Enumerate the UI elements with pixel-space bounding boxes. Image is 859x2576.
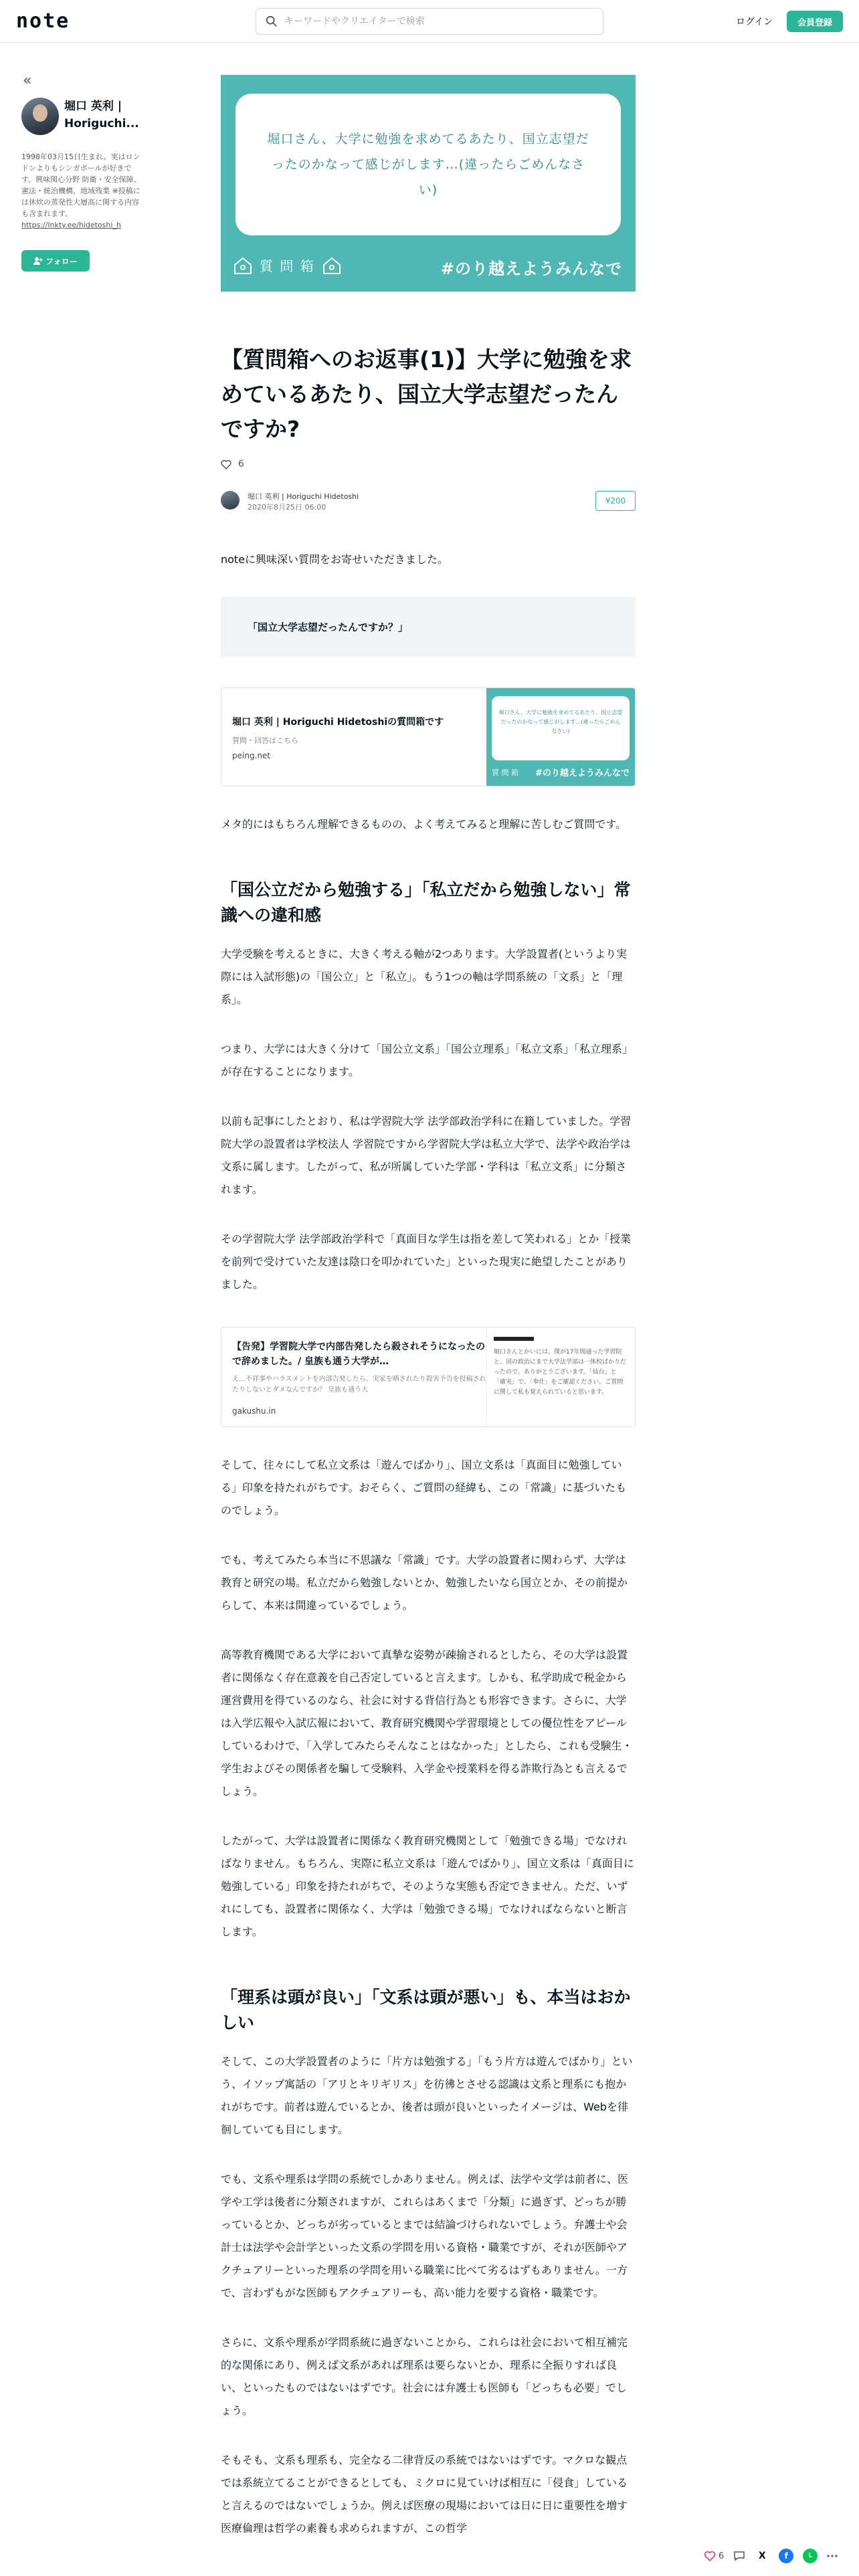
signup-button[interactable]: 会員登録 [787,11,843,32]
paragraph: でも、文系や理系は学問の系統でしかありません。例えば、法学や文学は前者に、医学や工学は後者に分類されますが、これらはあくまで「分類」に過ぎず、どっちが勝っているとか、どっちが劣っているとまでは結論づけられないでしょう。弁護士や会計士は法学や会計学といった文系の学問を用いる資格・職業ですが、それが医師やアクチュアリーといった理系の学問を用いる職業に比べて劣るはずもありません。一方で、言わずもがな医師もアクチュアリーも、高い能力を要する資格・職業です。 [221,2173,628,2299]
search-icon [266,15,278,27]
floating-more[interactable] [827,2555,838,2557]
paragraph: その学習院大学 法学部政治学科で「真面目な学生は指を差して笑われる」とか「授業を前列で受けていた友達は陰口を叩かれていた」といった現実に絶望したことがありました。 [221,1232,632,1291]
paragraph: そして、往々にして私立文系は「遊んでばかり」、国立文系は「真面目に勉強している」印象を持たれがちです。おそらく、ご質問の経緯も、この「常識」に基づいたものでしょう。 [221,1459,627,1517]
author-link[interactable]: https://lnkty.ee/hidetoshi_h [21,221,121,229]
embed-title: 堀口 英利 | Horiguchi Hidetoshiの質問箱です [232,717,444,728]
author-name[interactable]: 堀口 英利 | Horiguchi... [64,100,139,130]
floating-share-x[interactable] [755,2549,769,2563]
embed-domain: peing.net [232,751,271,760]
search-box[interactable] [256,8,603,35]
floating-like-count: 6 [719,2551,725,2561]
author-bio: 1998年03月15日生まれ。実はロンドンよりもシンガポールが好きです。興味関心分野 防衛・安全保障、憲法・統治機構、地域残業 ※投稿には休炊の蒸発性大層高に関する内容も含まれます。 [21,152,141,218]
follow-button[interactable] [21,250,90,272]
paragraph: つまり、大学には大きく分けて「国公立文系」「国公立理系」「私立文系」「私立理系」が存在することになります。 [221,1043,634,1078]
blockquote: 「国立大学志望だったんですか？」 [221,597,636,657]
section-heading: 「国公立だから勉強する」「私立だから勉強しない」常識への違和感 [221,880,631,925]
hero-footer-left [233,255,342,275]
publish-date: 2020年8月25日 06:00 [248,503,326,512]
house-icon [322,256,342,275]
like-area[interactable] [221,459,636,469]
user-plus-icon [33,257,43,265]
embed-card-gakushuin[interactable] [221,1327,636,1427]
embed-card-peing[interactable] [221,687,636,786]
collapse-sidebar-icon[interactable]: « [23,72,32,89]
paragraph: noteに興味深い質問をお寄せいただきました。 [221,553,449,566]
paragraph: さらに、文系や理系が学問系統に過ぎないことから、これらは社会において相互補完的な関係にあり、例えば文系があれば理系は要らないとか、理系に全振りすれば良い、といったものではないはずです。社会には弁護士も医師も「どっちも必要」でしょう。 [221,2336,628,2417]
house-icon [233,256,253,275]
embed-thumbnail [486,688,635,786]
thumb-bar [494,1337,534,1341]
author-mini-avatar[interactable] [221,491,240,510]
paragraph: そして、この大学設置者のように「片方は勉強する」「もう片方は遊んでばかり」という、イソップ寓話の「アリとキリギリス」を彷彿とさせる認識は文系と理系にも抱かれがちです。前者は遊んでいるとか、後者は頭が良いといったイメージは、Webを徘徊していても目にします。 [221,2055,633,2136]
hero-message: 堀口さん、大学に勉強を求めてるあたり、国立志望だったのかなって感じがします…(違ったらごめんなさい) [267,132,589,197]
global-header [0,0,859,43]
floating-share-line[interactable] [803,2549,818,2563]
hero-image [221,75,636,292]
author-avatar[interactable] [21,98,59,135]
login-button[interactable]: ログイン [724,11,785,32]
article-meta [221,488,636,515]
section-heading: 「理系は頭が良い」「文系は頭が悪い」も、本当はおかしい [221,1988,631,2032]
paragraph: でも、考えてみたら本当に不思議な「常識」です。大学の設置者に関わらず、大学は教育と研究の場。私立だから勉強しないとか、勉強したいなら国立とか、その前提からして、本来は間違っているでしょう。 [221,1553,628,1612]
comment-icon[interactable] [733,2551,745,2561]
heart-icon[interactable] [704,2551,716,2561]
floating-like[interactable] [704,2551,724,2561]
embed-description: え…不祥事やハラスメントを内部告発したら、実家を晒されたり殺害予告を投稿されたりしないとダメなんですか？ 皇族も通う大 [232,1376,486,1394]
floating-comment[interactable] [733,2551,745,2561]
article-main [221,75,636,2540]
hero-footer-right: #のり越えようみんなで [440,259,622,278]
embed-thumb-footer-right: #のり越えようみんなで [535,768,630,778]
hero-footer-left-text: 質 問 箱 [260,258,315,274]
floating-share-facebook[interactable] [779,2549,793,2563]
facebook-icon[interactable]: f [779,2549,793,2563]
article-title: 【質問箱へのお返事(1)】大学に勉強を求めているあたり、国立大学志望だったんですか? [221,346,632,442]
embed-domain: gakushu.in [232,1406,276,1416]
like-count: 6 [238,459,244,469]
paragraph: 大学受験を考えるときに、大きく考える軸が2つあります。大学設置者(というより実際には入試形態)の「国公立」と「私立」。もう1つの軸は学問系統の「文系」と「理系」。 [221,948,628,1006]
paragraph: そもそも、文系も理系も、完全なる二律背反の系統ではないはずです。マクロな観点では系統立てることができるとしても、ミクロに見ていけば相互に「侵食」していると言えるのではないでしょうか。例えば医療の現場においては日に日に重要性を増す医療倫理は哲学の素養も求められますが、この哲学 [221,2454,628,2535]
embed-description: 質問・回答はこちら [232,736,298,745]
embed-thumb-text: 堀口さんとかいには、僕が17年間通った学習院と、国の政治にまで大学法学部は一体校ばかりだったので、ありがとうございます。「仙台」と「確実」で、「奉仕」をご確認ください。ご質問に関して私も覚えられていると思います。 [494,1349,627,1396]
search-input[interactable] [284,16,592,27]
embed-title: 【告発】学習院大学で内部告発したら殺されそうになったので辞めました。/ 皇族も通う大学が… [232,1341,485,1367]
paragraph: 以前も記事にしたとおり、私は学習院大学 法学部政治学科に在籍していました。学習院大学の設置者は学校法人 学習院ですから学習院大学は私立大学で、法学や政治学は文系に属します。したがって、私が所属していた学部・学科は「私立文系」に分類されます。 [221,1115,632,1196]
embed-thumb-footer-left: 質 問 箱 [492,768,518,777]
x-icon[interactable]: X [755,2549,769,2563]
floating-action-bar [704,2544,838,2568]
follow-label: フォロー [45,256,78,266]
embed-thumbnail [486,1327,635,1427]
line-icon[interactable]: L [803,2549,818,2563]
hero-card [235,94,621,235]
embed-thumb-text: 堀口さん、大学に勉強を求めてるあたり、国立志望だったのかなって感じがします…(違ったらごめんなさい) [492,696,630,760]
paragraph: メタ的にはもちろん理解できるものの、よく考えてみると理解に苦しむご質問です。 [221,818,627,831]
note-logo[interactable]: note [16,9,70,33]
more-icon[interactable] [827,2555,838,2557]
heart-icon[interactable] [221,459,231,469]
paragraph: 高等教育機関である大学において真摯な姿勢が疎揄されるとしたら、その大学は設置者に関係なく存在意義を自己否定していると言えます。しかも、私学助成で税金から運営費用を得ているのなら、社会に対する背信行為とも形容できます。さらに、大学は入学広報や入試広報において、教育研究機関や学習環境としての優位性をアピールしているわけで、「入学してみたらそんなことはなかった」としたら、これも受験生・学生およびその関係者を騙して受験料、入学金や授業料を得る詐欺行為とも言えるでしょう。 [221,1648,633,1798]
meta-author-name[interactable]: 堀口 英利 | Horiguchi Hidetoshi [248,492,359,501]
paragraph: したがって、大学は設置者に関係なく教育研究機関として「勉強できる場」でなければなりません。もちろん、実際に私立文系は「遊んでばかり」、国立文系は「真面目に勉強している」印象を持たれがちで、そのような実態も否定できません。ただ、いずれにしても、設置者に関係なく、大学は「勉強できる場」でなければならないと断言します。 [221,1834,634,1938]
hero-footer [221,250,636,284]
price-button[interactable]: ¥200 [595,491,636,511]
